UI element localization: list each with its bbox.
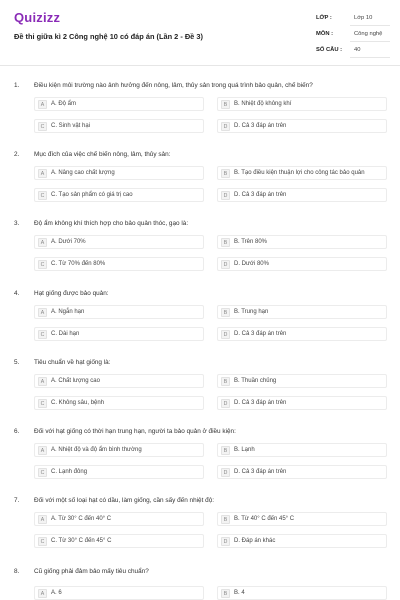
option-letter: A xyxy=(38,238,47,247)
meta-question-count xyxy=(316,44,388,58)
option-text: C. Không sâu, bệnh xyxy=(51,400,105,406)
option-text: C. Lạnh đông xyxy=(51,469,88,475)
option-letter: D xyxy=(221,191,230,200)
option-letter: B xyxy=(221,100,230,109)
option-d[interactable] xyxy=(217,188,387,202)
option-text: D. Cả 3 đáp án trên xyxy=(234,123,287,129)
option-c[interactable] xyxy=(34,188,204,202)
option-text: D. Cả 3 đáp án trên xyxy=(234,331,287,337)
option-text: C. Từ 30° C đến 45° C xyxy=(51,538,112,544)
question-text: Tiêu chuẩn về hạt giống là: xyxy=(34,359,111,366)
option-text: D. Cả 3 đáp án trên xyxy=(234,192,287,198)
option-text: C. Dài hạn xyxy=(51,331,80,337)
option-a[interactable] xyxy=(34,443,204,457)
quizizz-logo: Quizizz xyxy=(14,10,61,25)
option-letter: B xyxy=(221,238,230,247)
option-letter: A xyxy=(38,515,47,524)
option-text: B. Từ 40° C đến 45° C xyxy=(234,516,295,522)
option-text: A. Nâng cao chất lượng xyxy=(51,170,115,176)
option-b[interactable] xyxy=(217,374,387,388)
option-text: D. Cả 3 đáp án trên xyxy=(234,400,287,406)
option-b[interactable] xyxy=(217,166,387,180)
option-letter: C xyxy=(38,399,47,408)
option-letter: D xyxy=(221,399,230,408)
option-text: B. Thuần chủng xyxy=(234,378,277,384)
question-number: 8. xyxy=(14,568,20,575)
option-c[interactable] xyxy=(34,534,204,548)
question-number: 2. xyxy=(14,151,20,158)
question-text: Hạt giống được bảo quản: xyxy=(34,290,109,297)
question-text: Đối với một số loại hạt có dầu, làm giống, cần sấy đến nhiệt độ: xyxy=(34,497,215,504)
option-text: A. Dưới 70% xyxy=(51,239,86,245)
question-text: Đối với hạt giống có thời hạn trung hạn, người ta bảo quản ở điều kiện: xyxy=(34,428,236,435)
option-letter: A xyxy=(38,308,47,317)
option-d[interactable] xyxy=(217,465,387,479)
option-letter: D xyxy=(221,537,230,546)
option-d[interactable] xyxy=(217,119,387,133)
option-letter: B xyxy=(221,169,230,178)
option-letter: B xyxy=(221,446,230,455)
option-text: B. Trên 80% xyxy=(234,239,268,245)
option-letter: A xyxy=(38,169,47,178)
option-letter: C xyxy=(38,260,47,269)
question-number: 7. xyxy=(14,497,20,504)
option-b[interactable] xyxy=(217,235,387,249)
option-letter: B xyxy=(221,589,230,598)
option-text: C. Sinh vật hại xyxy=(51,123,91,129)
meta-class-value: Lớp 10 xyxy=(350,12,390,26)
option-text: A. Từ 30° C đến 40° C xyxy=(51,516,112,522)
option-text: C. Từ 70% đến 80% xyxy=(51,261,106,267)
question-number: 3. xyxy=(14,220,20,227)
option-letter: D xyxy=(221,260,230,269)
option-text: B. Trung hạn xyxy=(234,309,269,315)
meta-subject-label: MÔN : xyxy=(316,31,334,37)
option-letter: A xyxy=(38,446,47,455)
option-d[interactable] xyxy=(217,534,387,548)
option-letter: A xyxy=(38,589,47,598)
option-text: A. Chất lượng cao xyxy=(51,378,100,384)
option-text: D. Cả 3 đáp án trên xyxy=(234,469,287,475)
option-text: B. Lạnh xyxy=(234,447,255,453)
question-text: Điều kiện môi trường nào ảnh hưởng đến nông, lâm, thủy sản trong quá trình bảo quản, chế biến? xyxy=(34,82,313,89)
option-text: A. Nhiệt độ và độ ẩm bình thường xyxy=(51,447,142,453)
option-b[interactable] xyxy=(217,97,387,111)
option-letter: D xyxy=(221,330,230,339)
option-text: B. Nhiệt độ không khí xyxy=(234,101,292,107)
option-a[interactable] xyxy=(34,97,204,111)
meta-class xyxy=(316,12,388,26)
option-text: B. Tạo điều kiện thuận lợi cho công tác bảo quản xyxy=(234,170,365,176)
option-text: D. Đáp án khác xyxy=(234,538,276,544)
worksheet-header xyxy=(0,0,400,66)
option-c[interactable] xyxy=(34,396,204,410)
question-text: Độ ẩm không khí thích hợp cho bảo quản thóc, gạo là: xyxy=(34,220,189,227)
option-c[interactable] xyxy=(34,119,204,133)
option-b[interactable] xyxy=(217,305,387,319)
option-letter: C xyxy=(38,468,47,477)
option-letter: C xyxy=(38,122,47,131)
option-letter: B xyxy=(221,308,230,317)
option-letter: C xyxy=(38,537,47,546)
option-a[interactable] xyxy=(34,166,204,180)
question-text: Cũ giống phải đảm bảo mấy tiêu chuẩn? xyxy=(34,568,149,575)
question-number: 1. xyxy=(14,82,20,89)
option-d[interactable] xyxy=(217,257,387,271)
meta-subject-value: Công nghệ xyxy=(350,28,390,42)
meta-class-label: LỚP : xyxy=(316,15,332,21)
meta-question-count-label: SỐ CÂU : xyxy=(316,47,343,53)
option-a[interactable] xyxy=(34,235,204,249)
option-c[interactable] xyxy=(34,327,204,341)
option-text: A. 6 xyxy=(51,590,62,596)
option-letter: A xyxy=(38,377,47,386)
option-c[interactable] xyxy=(34,257,204,271)
option-d[interactable] xyxy=(217,396,387,410)
option-letter: C xyxy=(38,330,47,339)
option-letter: B xyxy=(221,377,230,386)
option-text: C. Tạo sản phẩm có giá trị cao xyxy=(51,192,133,198)
option-c[interactable] xyxy=(34,465,204,479)
option-b[interactable] xyxy=(217,443,387,457)
question-text: Mục đích của việc chế biến nông, lâm, thủy sản: xyxy=(34,151,171,158)
option-letter: A xyxy=(38,100,47,109)
option-b[interactable] xyxy=(217,586,387,600)
option-d[interactable] xyxy=(217,327,387,341)
question-number: 6. xyxy=(14,428,20,435)
worksheet-title: Đề thi giữa kì 2 Công nghệ 10 có đáp án (Lần 2 - Đề 3) xyxy=(14,32,203,41)
question-number: 4. xyxy=(14,290,20,297)
option-text: B. 4 xyxy=(234,590,245,596)
option-text: D. Dưới 80% xyxy=(234,261,269,267)
option-b[interactable] xyxy=(217,512,387,526)
meta-question-count-value: 40 xyxy=(350,44,390,58)
option-text: A. Ngắn hạn xyxy=(51,309,85,315)
option-a[interactable] xyxy=(34,512,204,526)
question-number: 5. xyxy=(14,359,20,366)
option-a[interactable] xyxy=(34,305,204,319)
option-a[interactable] xyxy=(34,586,204,600)
option-letter: C xyxy=(38,191,47,200)
option-letter: D xyxy=(221,122,230,131)
option-text: A. Độ ẩm xyxy=(51,101,77,107)
meta-subject xyxy=(316,28,388,42)
option-letter: B xyxy=(221,515,230,524)
option-letter: D xyxy=(221,468,230,477)
option-a[interactable] xyxy=(34,374,204,388)
